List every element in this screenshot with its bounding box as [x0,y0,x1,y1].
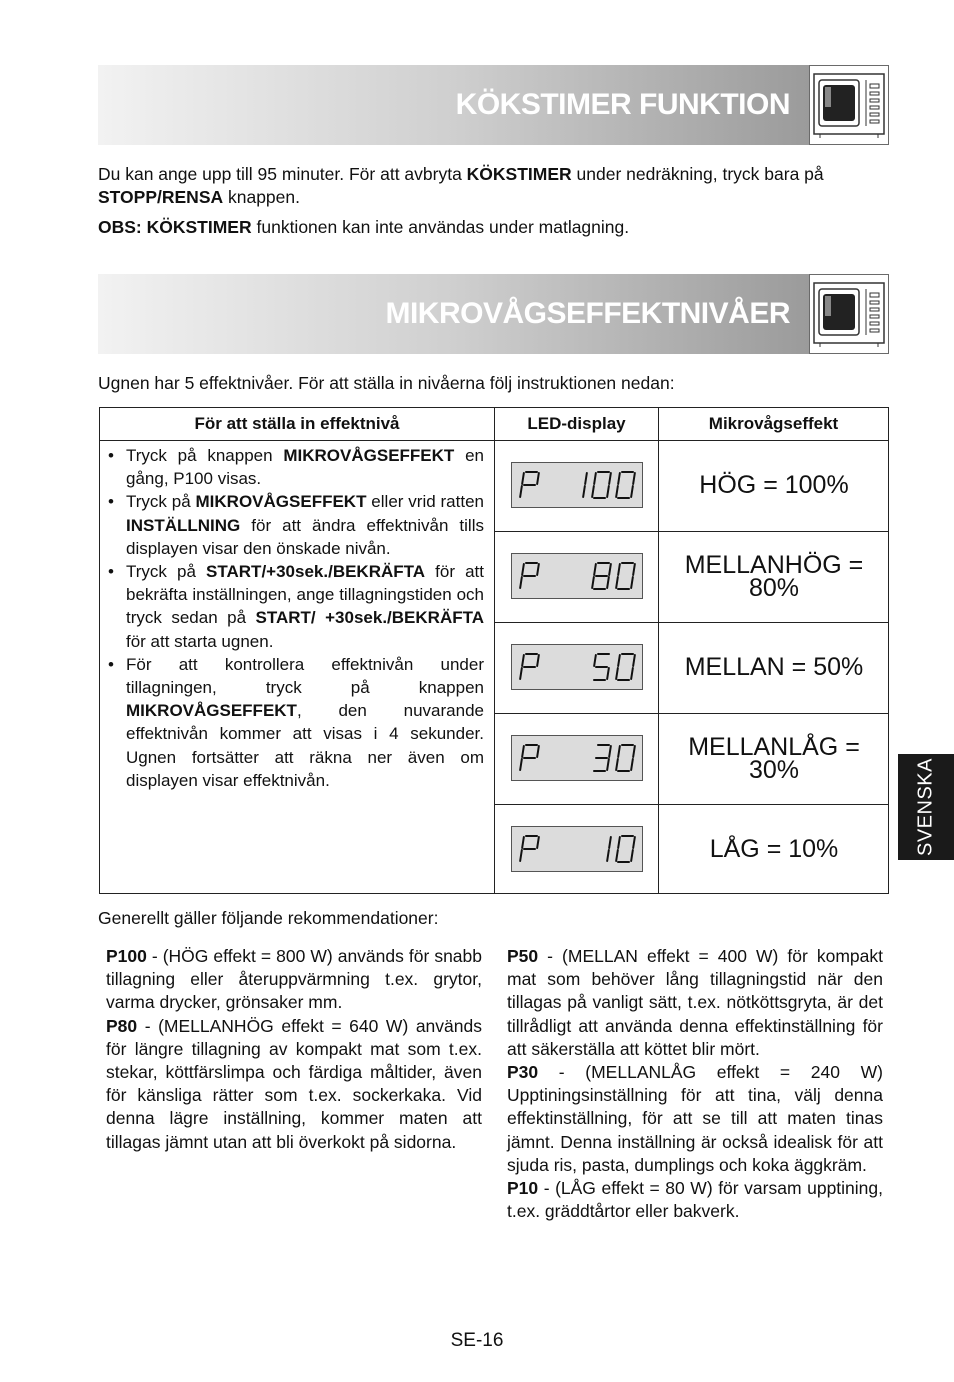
power-effect-label: MELLANLÅG = 30% [688,732,860,784]
recommend-intro: Generellt gäller följande rekommendationer: [98,908,439,928]
section-banner-kokstimer [98,65,889,145]
lcd-segment [609,837,611,848]
lcd-segment [609,564,611,575]
power-effect-label: MELLANHÖG = 80% [684,550,864,602]
table-header-instructions: För att ställa in effektnivå [194,414,400,433]
lcd-segment [618,746,620,757]
lcd-segment [618,564,620,575]
lcd-segment [607,850,609,861]
recommend-p50: P50 - (MELLAN effekt = 400 W) för kompakt mat som behöver lång tillagningstid när den tillagas på vanligt sätt, t.ex. nötköttsgryta, är det tillrådligt att använda denna effektinställning för att säkerställa att köttet blir mört. [507,946,883,1059]
recommend-left-column [106,945,482,1154]
led-display [511,553,643,599]
lcd-segment [609,473,611,484]
lcd-segment [594,564,596,575]
lcd-segment [609,746,611,757]
page-number: SE-16 [450,1330,504,1351]
list-item: • Tryck på START/+30sek./BEKRÄFTA för att bekräfta inställningen, ange tillagningstiden och tryck sedan på START/ +30sek./BEKRÄFTA för att starta ugnen. [108,560,484,653]
lcd-segment [616,759,618,770]
lcd-segment [618,473,620,484]
recommend-p80: P80 - (MELLANHÖG effekt = 640 W) används för längre tillagning av kompakt mat som t.ex. stekar, köttfärslimpa och färdiga måltider, även för känsliga rätter som t.ex. sockerkaka. Vid denna lägre inställning, kommer maten att tillagas jämnt utan att bli överkokt på sidorna. [106,1015,482,1152]
lcd-segment [616,486,618,497]
lcd-segment [592,577,594,588]
lcd-segment [607,759,609,770]
lcd-segment [631,850,633,861]
lcd-segment [522,837,524,848]
power-effect-label: HÖG = 100% [699,471,849,499]
lcd-segment [618,837,620,848]
lcd-segment [631,668,633,679]
microwave-icon [809,65,889,145]
section-banner-mikrovagseffekt [98,274,889,354]
lcd-segment [522,655,524,666]
power-effect-label: LÅG = 10% [709,835,839,863]
lcd-segment [633,655,635,666]
recommend-p10: P10 - (LÅG effekt = 80 W) för varsam upptining, t.ex. gräddtårtor eller bakverk. [507,1178,883,1222]
instruction-list [108,444,484,792]
table-divider [494,408,495,893]
lcd-segment [585,473,587,484]
lcd-segment [633,746,635,757]
lcd-segment [616,577,618,588]
table-header-led: LED-display [527,414,626,433]
list-item: • Tryck på MIKROVÅGSEFFEKT eller vrid ratten INSTÄLLNING för att ändra effektnivån tills displayen visar den önskade nivån. [108,490,484,560]
lcd-segment [583,486,585,497]
lcd-segment [522,564,524,575]
lcd-segment [607,577,609,588]
lcd-segment [607,486,609,497]
section-title: KÖKSTIMER FUNKTION [455,88,790,121]
recommend-right-column [507,945,883,1223]
lcd-segment [520,486,522,497]
lcd-segment [618,655,620,666]
kokstimer-note: OBS: KÖKSTIMER funktionen kan inte användas under matlagning. [98,217,630,237]
section-title: MIKROVÅGSEFFEKTNIVÅER [385,297,790,330]
led-display [511,826,643,872]
lcd-segment [520,759,522,770]
microwave-icon [809,274,889,354]
language-tab [898,754,954,860]
recommend-p100: P100 - (HÖG effekt = 800 W) används för snabb tillagning eller återuppvärmning t.ex. grytor, varma drycker, grönsaker mm. [106,946,482,1013]
lcd-segment [607,668,609,679]
lcd-segment [594,473,596,484]
lcd-segment [537,655,539,666]
lcd-segment [616,850,618,861]
list-item: • För att kontrollera effektnivån under tillagningen, tryck på knappen MIKROVÅGSEFFEKT, den nuvarande effektnivån kommer att visas i 4 sekunder. Ugnen fortsätter att räkna ner även om displayen visar effektnivån. [108,653,484,792]
lcd-segment [633,473,635,484]
language-tab-label: SVENSKA [914,758,937,856]
recommend-p30: P30 - (MELLANLÅG effekt = 240 W) Upptiningsinställning för att tina, välj denna effektinställning, för att se till att maten tinas jämnt. Denna inställning är också idealisk för att sjuda ris, pasta, dumplings och koka äggkräm. [507,1062,883,1175]
table-header-effect: Mikrovågseffekt [708,414,839,433]
lcd-segment [631,759,633,770]
lcd-segment [520,577,522,588]
lcd-segment [520,668,522,679]
list-item: • Tryck på knappen MIKROVÅGSEFFEKT en gång, P100 visas. [108,444,484,490]
lcd-segment [522,473,524,484]
power-level-table [99,407,889,894]
lcd-segment [522,746,524,757]
led-display [511,644,643,690]
kokstimer-description: Du kan ange upp till 95 minuter. För att avbryta KÖKSTIMER under nedräkning, tryck bara på STOPP/RENSA knappen. [98,164,824,207]
lcd-segment [520,850,522,861]
lcd-segment [631,486,633,497]
lcd-segment [537,746,539,757]
lcd-segment [537,564,539,575]
power-levels-intro: Ugnen har 5 effektnivåer. För att ställa in nivåerna följ instruktionen nedan: [98,373,675,393]
led-display [511,735,643,781]
lcd-segment [616,668,618,679]
lcd-segment [537,837,539,848]
led-display [511,462,643,508]
table-divider [658,408,659,893]
lcd-segment [633,837,635,848]
lcd-segment [633,564,635,575]
lcd-segment [537,473,539,484]
lcd-segment [631,577,633,588]
power-effect-label: MELLAN = 50% [684,653,864,681]
lcd-segment [594,655,596,666]
lcd-segment [592,486,594,497]
